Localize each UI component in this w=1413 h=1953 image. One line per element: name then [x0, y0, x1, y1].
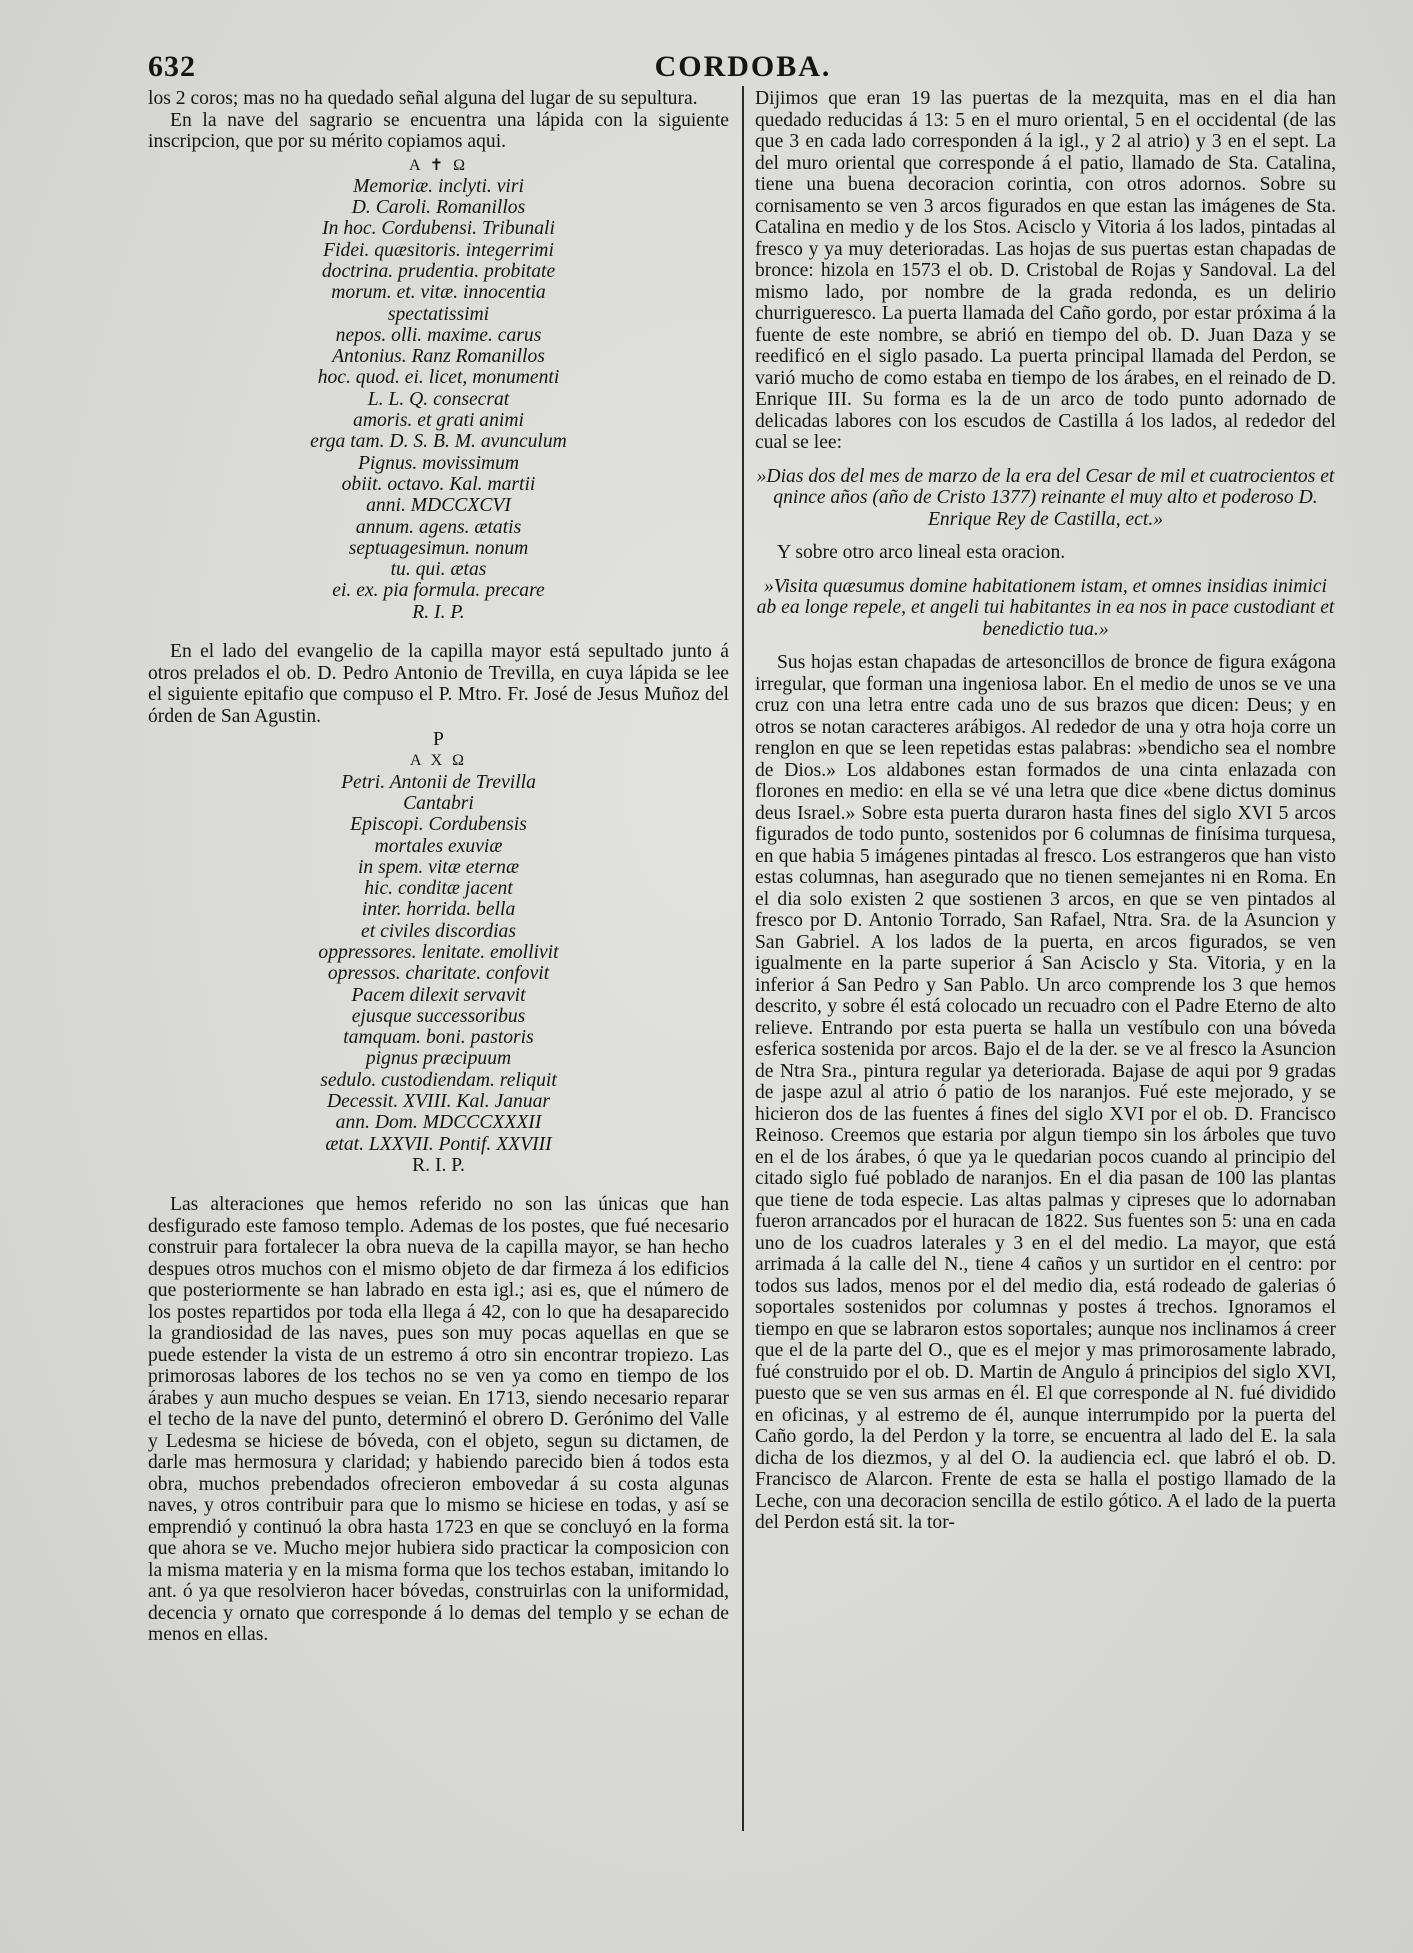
epitaph-line: Antonius. Ranz Romanillos [332, 346, 545, 368]
epitaph-line: tamquam. boni. pastoris [343, 1027, 534, 1049]
paragraph: los 2 coros; mas no ha quedado señal alguna del lugar de su sepultura. [148, 88, 698, 109]
epitaph-line: obiit. octavo. Kal. martii [341, 473, 536, 495]
epitaph-line: ei. ex. pia formula. precare [332, 580, 545, 602]
epitaph-line: ann. Dom. MDCCCXXXII [335, 1112, 542, 1134]
left-column [148, 88, 729, 1646]
epitaph-line: P [433, 729, 444, 751]
epitaph-line: Pacem dilexit servavit [351, 984, 526, 1006]
epitaph-line: hic. conditæ jacent [364, 878, 513, 900]
epitaph-line: Episcopi. Cordubensis [350, 814, 527, 836]
epitaph-line: Petri. Antonii de Trevilla [341, 771, 536, 793]
epitaph-line: nepos. olli. maxime. carus [335, 324, 542, 346]
inscription-quote: »Dias dos del mes de marzo de la era del Cesar de mil et cuatrocientos et qnince años (año de Cristo 1377) reinante el muy alto et poderoso D. Enrique Rey de Castilla, ect.» [756, 465, 1335, 530]
running-head: CORDOBA. [654, 50, 832, 83]
prayer-quote: »Visita quæsumus domine habitationem istam, et omnes insidias inimici ab ea longe repele, et angeli tui habitantes in ea nos in pace custodiant et benedictio tua.» [756, 575, 1335, 640]
column-divider [742, 86, 744, 1831]
epitaph-line: mortales exuviæ [374, 835, 503, 857]
epitaph-line: in spem. vitæ eternæ [357, 856, 520, 878]
epitaph-line: septuagesimun. nonum [348, 537, 529, 559]
epitaph-inscription-trevilla [148, 729, 729, 1176]
epitaph-line: spectatissimi [387, 303, 490, 325]
epitaph-line: anni. MDCCXCVI [366, 495, 511, 517]
epitaph-line: Fidei. quæsitoris. integerrimi [323, 239, 554, 261]
paragraph: Y sobre otro arco lineal esta oracion. [777, 542, 1066, 563]
epitaph-line: Cantabri [403, 792, 474, 814]
paragraph: En el lado del evangelio de la capilla mayor está sepultado junto á otros prelados el ob. D. Pedro Antonio de Trevilla, en cuya lápida se lee el siguiente epitafio que compuso el P. Mtro. Fr. José de Jesus Muñoz del órden de San Agustin. [148, 641, 729, 727]
epitaph-line: amoris. et grati animi [353, 410, 524, 432]
epitaph-line: L. L. Q. consecrat [367, 388, 510, 410]
epitaph-line: R. I. P. [412, 1154, 465, 1176]
paragraph: En la nave del sagrario se encuentra una lápida con la siguiente inscripcion, que por su mérito copiamos aqui. [148, 109, 729, 152]
epitaph-line: Decessit. XVIII. Kal. Januar [326, 1091, 551, 1113]
right-column [755, 88, 1336, 1534]
paragraph: Sus hojas estan chapadas de artesoncillos de bronce de figura exágona irregular, que forman una ingeniosa labor. En el medio de unos se ve una cruz con una letra entre cada uno de sus brazos que dicen: Deus; y en otros se notan caracteres arábigos. Al rededor de una y otra hoja corre un renglon en que se leen repetidas estas palabras: »bendicho sea el nombre de Dios.» Los aldabones estan formados de una cinta enlazada con florones en medio: en ella se vé una letra que dice «bene dictus dominus deus Israel.» Sobre esta puerta duraron hasta fines del siglo XVI 5 arcos figurados de todo punto, sostenidos por 6 columnas de finísima turquesa, en que habia 5 imágenes pintadas al fresco. Los estrangeros que han visto estas columnas, han asegurado que no tienen semejantes ni en Roma. En el dia solo existen 2 que sostienen 3 arcos, en que se ven pintados al fresco por D. Antonio Torrado, San Rafael, Ntra. Sra. de la Asuncion y San Gabriel. A los lados de la puerta, en arcos figurados, se ven igualmente en la parte superior á San Acisclo y Sta. Vitoria, y en la inferior á San Pedro y San Pablo. Un arco comprende los 3 que hemos descrito, y sobre él está colocado un recuadro con el Padre Eterno de alto relieve. Entrando por esta puerta se halla un vestíbulo con una bóveda esferica sostenida por arcos. Bajo el de la der. se ve al fresco la Asuncion de Ntra Sra., pintura regular ya deteriorada. Bajase de aqui por 9 gradas de jaspe azul al atrio ó patio de los naranjos. Fué este mejorado, y se hicieron dos de las fuentes á fines del siglo XVI por el ob. D. Francisco Reinoso. Creemos que estaria por algun tiempo sin los árboles que tuvo en el de los árabes, ó que ya le quedarian pocos cuando al principio del citado siglo fué poblado de naranjos. En el dia pasan de 100 las plantas que tiene de toda especie. Las altas palmas y cipreses que lo adornaban fueron arrancados por el huracan de 1822. Sus fuentes son 5: una en cada uno de los cuadros laterales y 3 en el del medio. La mayor, que está arrimada á la calle del N., tiene 4 caños y un surtidor en el centro: por todos sus lados, menos por el del medio dia, está rodeado de galerias ó soportales sostenidos por columnas y postes á trechos. Ignoramos el tiempo en que se labraron estos soportales; aunque nos inclinamos á creer que el de la parte del O., que es el mejor y mas primorosamente labrado, fué construido por el ob. D. Martin de Angulo á principios del siglo XVI, puesto que se ven sus armas en él. El que corresponde al N. fué dividido en oficinas, y al estremo de él, aunque interrumpido por la puerta del Caño gordo, la del Perdon y la torre, se encuentra al lado del E. la sala dicha de los diezmos, y al del O. la audiencia ecl. que labró el ob. D. Francisco de Alarcon. Frente de esta se halla el postigo llamado de la Leche, con una decoracion sencilla de estilo gótico. A el lado de la puerta del Perdon está sit. la tor- [755, 652, 1336, 1533]
epitaph-line: oppressores. lenitate. emollivit [318, 942, 559, 963]
paragraph: Dijimos que eran 19 las puertas de la mezquita, mas en el dia han quedado reducidas á 13: 5 en el muro oriental, 5 en el occidental (de las que 3 en cada lado corresponden á la igl., y 2 al atrio) y 3 en el sept. La del muro oriental que corresponde á el patio, llamado de Sta. Catalina, tiene una buena decoracion corintia, con otros adornos. Sobre su cornisamento se ven 3 arcos figurados en que estan las imágenes de Sta. Catalina en medio y de los Stos. Acisclo y Vitoria á los lados, pintadas al fresco y ya muy deterioradas. Las hojas de sus puertas estan chapadas de bronce: hizola en 1573 el ob. D. Cristobal de Rojas y Sandoval. La del mismo lado, por nombre de la grada redonda, es un delirio churrigueresco. La puerta llamada del Caño gordo, por estar próxima á la fuente de este nombre, se abrió en tiempo del ob. D. Juan Daza y se reedificó en el siglo pasado. La puerta principal llamada del Perdon, se varió mucho de como estaba en tiempo de los árabes, en el reinado de D. Enrique III. Su forma es la de un arco de todo punto adornado de delicadas labores con los escudos de Castilla á los lados, al rededor del cual se lee: [755, 88, 1336, 453]
epitaph-line: A ✝ Ω [409, 156, 468, 174]
page-number: 632 [148, 50, 196, 83]
page-header [148, 50, 1338, 90]
epitaph-line: opressos. charitate. confovit [327, 963, 550, 985]
epitaph-line: ætat. LXXVII. Pontif. XXVIII [325, 1133, 552, 1155]
epitaph-line: A X Ω [409, 752, 468, 770]
epitaph-line: pignus præcipuum [365, 1048, 512, 1070]
epitaph-line: doctrina. prudentia. probitate [321, 260, 556, 282]
epitaph-inscription-romanillos [148, 155, 729, 624]
epitaph-line: inter. horrida. bella [361, 899, 516, 921]
epitaph-line: sedulo. custodiendam. reliquit [320, 1069, 557, 1091]
epitaph-line: tu. qui. ætas [390, 559, 487, 581]
paragraph: Las alteraciones que hemos referido no son las únicas que han desfigurado este famoso templo. Ademas de los postes, que fué necesario construir para fortalecer la obra nueva de la capilla mayor, se han hecho despues otros muchos con el mismo objeto de dar firmeza á los edificios que posteriormente se han labrado en esta igl.; asi es, que el número de los postes repartidos por toda ella llega á 42, con lo que ha desaparecido la grandiosidad de las naves, pues son muy pocas aquellas en que se puede estender la vista de un estremo á otro sin encontrar tropiezo. Las primorosas labores de los techos no se ven ya como en tiempo de los árabes y aun mucho despues se veian. En 1713, siendo necesario reparar el techo de la nave del punto, determinó el obrero D. Gerónimo del Valle y Ledesma se hiciese de bóveda, con el objeto, segun su dictamen, de darle mas hermosura y claridad; y habiendo parecido bien á todos esta obra, muchos prebendados ofrecieron embovedar á su costa algunas naves, y otros contribuir para que lo mismo se hiciese en todas, y así se emprendió y continuó la obra hasta 1723 en que se concluyó en la forma que ahora se ve. Mucho mejor hubiera sido practicar la composicion con la misma materia y en la misma forma que los techos estaban, imitando lo ant. ó ya que resolvieron hacer bóvedas, construirlas con la uniformidad, decencia y ornato que corresponde á lo demas del templo y se echan de menos en ellas. [148, 1194, 729, 1646]
epitaph-line: Pignus. movissimum [357, 452, 520, 474]
epitaph-line: hoc. quod. ei. licet, monumenti [317, 367, 560, 389]
epitaph-line: In hoc. Cordubensi. Tribunali [322, 218, 555, 240]
epitaph-line: D. Caroli. Romanillos [351, 197, 526, 219]
epitaph-line: ejusque successoribus [351, 1005, 526, 1027]
epitaph-line: annum. agens. ætatis [355, 516, 522, 538]
epitaph-line: et civiles discordias [361, 920, 516, 942]
epitaph-line: Memoriæ. inclyti. viri [353, 175, 524, 197]
epitaph-line: erga tam. D. S. B. M. avunculum [310, 431, 567, 453]
epitaph-line: R. I. P. [412, 601, 465, 623]
epitaph-line: morum. et. vitæ. innocentia [331, 282, 546, 304]
